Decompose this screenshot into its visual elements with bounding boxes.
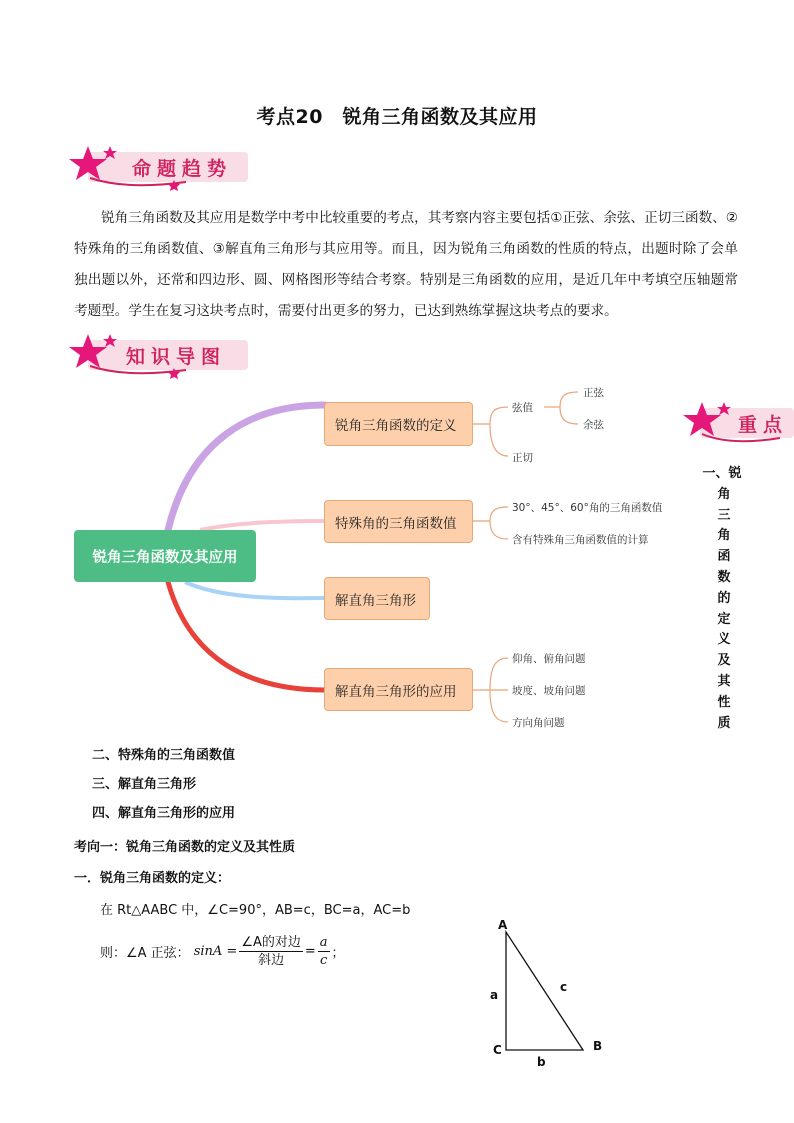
key-point-char: 角 (717, 486, 731, 502)
key-point-char: 定 (717, 611, 731, 627)
formula-denominator: 斜边 (258, 953, 285, 968)
mindmap-leaf: 方向角问题 (512, 717, 565, 729)
formula-lhs: sinA = (193, 944, 238, 959)
side-label-a: a (490, 988, 499, 1002)
formula-prefix: 则：∠A 正弦： (100, 946, 190, 961)
vertex-label-b: B (593, 1039, 603, 1053)
banner-key-label: 重点 (738, 414, 789, 436)
formula-end: ； (331, 946, 345, 961)
key-point-char: 数 (717, 569, 731, 585)
key-point-char: 三 (717, 507, 731, 523)
sine-formula (100, 934, 345, 969)
key-point-char: 函 (717, 549, 731, 565)
mindmap-leaf: 正切 (512, 452, 533, 464)
key-point-1-vertical (704, 464, 744, 734)
formula-fraction-words (239, 934, 303, 969)
formula-c: c (320, 953, 328, 968)
mindmap-leaf: 正弦 (583, 387, 604, 399)
section-subheading: 一．锐角三角函数的定义： (74, 871, 231, 886)
key-point-char: 义 (717, 632, 731, 648)
key-point-char: 质 (717, 715, 731, 731)
mindmap-leaf: 30°、45°、60°角的三角函数值 (512, 502, 663, 514)
key-point-char: 及 (717, 653, 731, 669)
mindmap-branch-special-angles: 特殊角的三角函数值 (324, 500, 473, 543)
vertex-label-a: A (498, 918, 508, 932)
mindmap-leaf: 仰角、俯角问题 (512, 653, 586, 665)
mindmap-leaf: 坡度、坡角问题 (512, 685, 586, 697)
side-label-b: b (537, 1055, 546, 1069)
key-point-char: 一、锐 (702, 466, 742, 481)
formula-a: a (319, 935, 328, 950)
formula-numerator: ∠A的对边 (241, 935, 301, 950)
section-heading: 考向一：锐角三角函数的定义及其性质 (74, 840, 296, 855)
given-conditions: 在 Rt△AABC 中，∠C=90°，AB=c，BC=a，AC=b (100, 903, 411, 918)
vertex-label-c: C (493, 1043, 502, 1057)
formula-equals: = (304, 944, 316, 959)
key-point-char: 性 (717, 694, 731, 710)
key-point-char: 角 (717, 528, 731, 544)
mindmap-branch-solve-triangle: 解直角三角形 (324, 577, 430, 620)
side-label-c: c (560, 980, 568, 994)
mindmap-leaf: 弦值 (512, 402, 533, 414)
page-title: 考点20 锐角三角函数及其应用 (256, 106, 538, 128)
mindmap-branch-application: 解直角三角形的应用 (324, 668, 473, 711)
banner-map-label: 知识导图 (126, 346, 227, 368)
key-point-4: 四、解直角三角形的应用 (92, 806, 236, 821)
mindmap-root: 锐角三角函数及其应用 (74, 530, 256, 582)
mindmap-leaf: 余弦 (583, 419, 604, 431)
intro-paragraph: 锐角三角函数及其应用是数学中考中比较重要的考点，其考察内容主要包括①正弦、余弦、正切三函数、②特殊角的三角函数值、③解直角三角形与其应用等。而且，因为锐角三角函数的性质的特点，出题时除了会单独出题以外，还常和四边形、圆、网格图形等结合考察。特别是三角函数的应用，是近几年中考填空压轴题常考题型。学生在复习这块考点时，需要付出更多的努力，已达到熟练掌握这块考点的要求。 (74, 210, 738, 319)
banner-trend-label: 命题趋势 (132, 158, 233, 180)
formula-fraction-letters (318, 934, 330, 969)
key-point-3: 三、解直角三角形 (92, 777, 197, 792)
mindmap-leaf: 含有特殊角三角函数值的计算 (512, 534, 649, 546)
key-point-char: 的 (717, 590, 731, 606)
mindmap-branch-definition: 锐角三角函数的定义 (324, 402, 473, 446)
key-point-2: 二、特殊角的三角函数值 (92, 748, 236, 763)
key-point-char: 其 (717, 673, 731, 689)
